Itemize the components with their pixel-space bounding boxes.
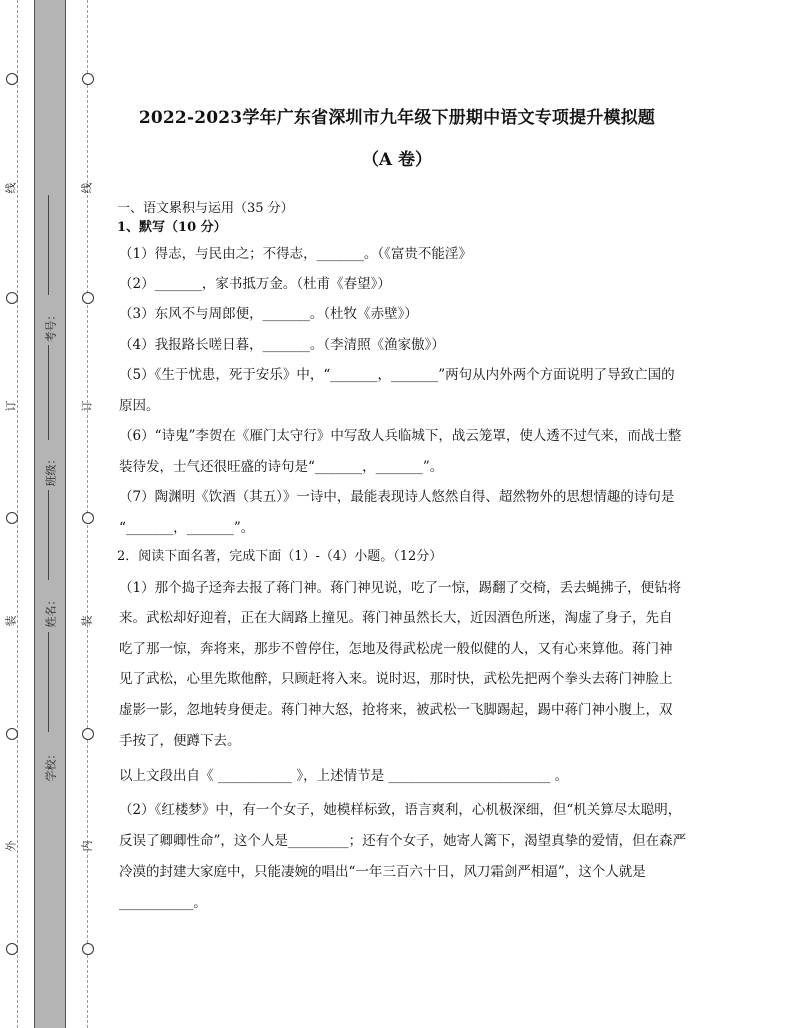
question-line: （2）《红楼梦》中，有一个女子，她模样标致，语言爽利，心机极深细，但“机关算尽太聪明， [119, 802, 682, 818]
binding-hole-icon [6, 512, 18, 524]
binding-hole-icon [6, 73, 18, 85]
fill-in-line: 以上文段出自《 ___________ 》，上述情节是 ________________________ 。 [119, 768, 569, 784]
school-label: 学校： [44, 748, 58, 782]
question-line: （6）“诗鬼”李贺在《雁门太守行》中写敌人兵临城下，战云笼罩，使人透不过气来，而战士整 [119, 428, 682, 444]
question-heading: 2．阅读下面名著，完成下面（1）-（4）小题。（12分） [117, 549, 443, 564]
section-heading: 一、语文累积与运用（35 分） [117, 201, 294, 216]
passage-line: 来。武松却好迎着，正在大阔路上撞见。蒋门神虽然长大，近因酒色所迷，淘虚了身子，先自 [119, 610, 673, 626]
binding-inner-label: 装 [80, 615, 94, 627]
question-line: （3）东风不与周郎便，_______。（杜牧《赤壁》） [119, 306, 418, 322]
name-label: 姓名： [44, 594, 58, 628]
binding-outer-label: 线 [4, 182, 18, 194]
binding-hole-icon [6, 943, 18, 955]
binding-strip [34, 0, 66, 1028]
question-line: 原因。 [119, 398, 160, 414]
question-title: 1、默写（10 分） [117, 220, 227, 235]
question-line: （7）陶渊明《饮酒（其五）》一诗中，最能表现诗人悠然自得、超然物外的思想情趣的诗句是 [119, 489, 675, 505]
binding-hole-icon [82, 512, 94, 524]
binding-hole-icon [82, 943, 94, 955]
question-line: （1）得志，与民由之；不得志，_______。（《富贵不能淫》 [119, 246, 472, 262]
binding-outer-label: 订 [4, 400, 18, 412]
question-line: （4）我报路长嗟日暮，_______。（李清照《渔家傲》） [119, 337, 445, 353]
class-label: 班级： [44, 453, 58, 487]
binding-outer-label: 外 [4, 840, 18, 852]
passage-line: （1）那个捣子迳奔去报了蒋门神。蒋门神见说，吃了一惊，踢翻了交椅，丢去蝇拂子，便钻将 [119, 580, 682, 596]
binding-hole-icon [6, 728, 18, 740]
page-subtitle: （A 卷） [361, 150, 433, 170]
passage-line: 吃了那一惊，奔将来，那步不曾停住，怎地及得武松虎一般似健的人，又有心来算他。蒋门神 [119, 641, 673, 657]
binding-hole-icon [82, 728, 94, 740]
passage-line: 手按了，便蹲下去。 [119, 733, 241, 749]
question-line: “_______，_______”。 [119, 520, 255, 536]
binding-inner-label: 订 [80, 400, 94, 412]
question-line: 反误了卿卿性命”，这个人是_________；还有个女子，她寄人篱下，渴望真挚的爱情，但在森严 [119, 833, 687, 849]
question-line: （2）_______，家书抵万金。（杜甫《春望》） [119, 276, 391, 292]
class-write-line[interactable] [48, 345, 50, 440]
binding-outer-label: 装 [4, 615, 18, 627]
question-line: 冷漠的封建大家庭中，只能凄婉的唱出“一年三百六十日，风刀霜剑严相逼”，这个人就是 [119, 864, 646, 880]
question-line: ___________。 [119, 895, 207, 911]
binding-outer-dashed-line [17, 0, 19, 1028]
passage-line: 见了武松，心里先欺他醉，只顾赶将入来。说时迟，那时快，武松先把两个拳头去蒋门神脸上 [119, 671, 673, 687]
binding-hole-icon [82, 73, 94, 85]
page-title: 2022-2023学年广东省深圳市九年级下册期中语文专项提升模拟题 [138, 108, 656, 128]
question-line: （5）《生于忧患，死于安乐》中，“_______，_______”两句从内外两个方面说明了导致亡国的 [119, 367, 675, 383]
exam-number-label: 考号： [44, 309, 58, 343]
binding-hole-icon [82, 292, 94, 304]
passage-line: 虚影一影，忽地转身便走。蒋门神大怒，抢将来，被武松一飞脚踢起，踢中蒋门神小腹上，双 [119, 702, 673, 718]
binding-hole-icon [6, 292, 18, 304]
school-write-line[interactable] [48, 632, 50, 732]
name-write-line[interactable] [48, 490, 50, 580]
exam-number-write-line[interactable] [48, 195, 50, 295]
binding-inner-label: 线 [80, 182, 94, 194]
question-line: 装待发，士气还很旺盛的诗句是“_______，_______”。 [119, 459, 444, 475]
binding-inner-label: 内 [80, 840, 94, 852]
